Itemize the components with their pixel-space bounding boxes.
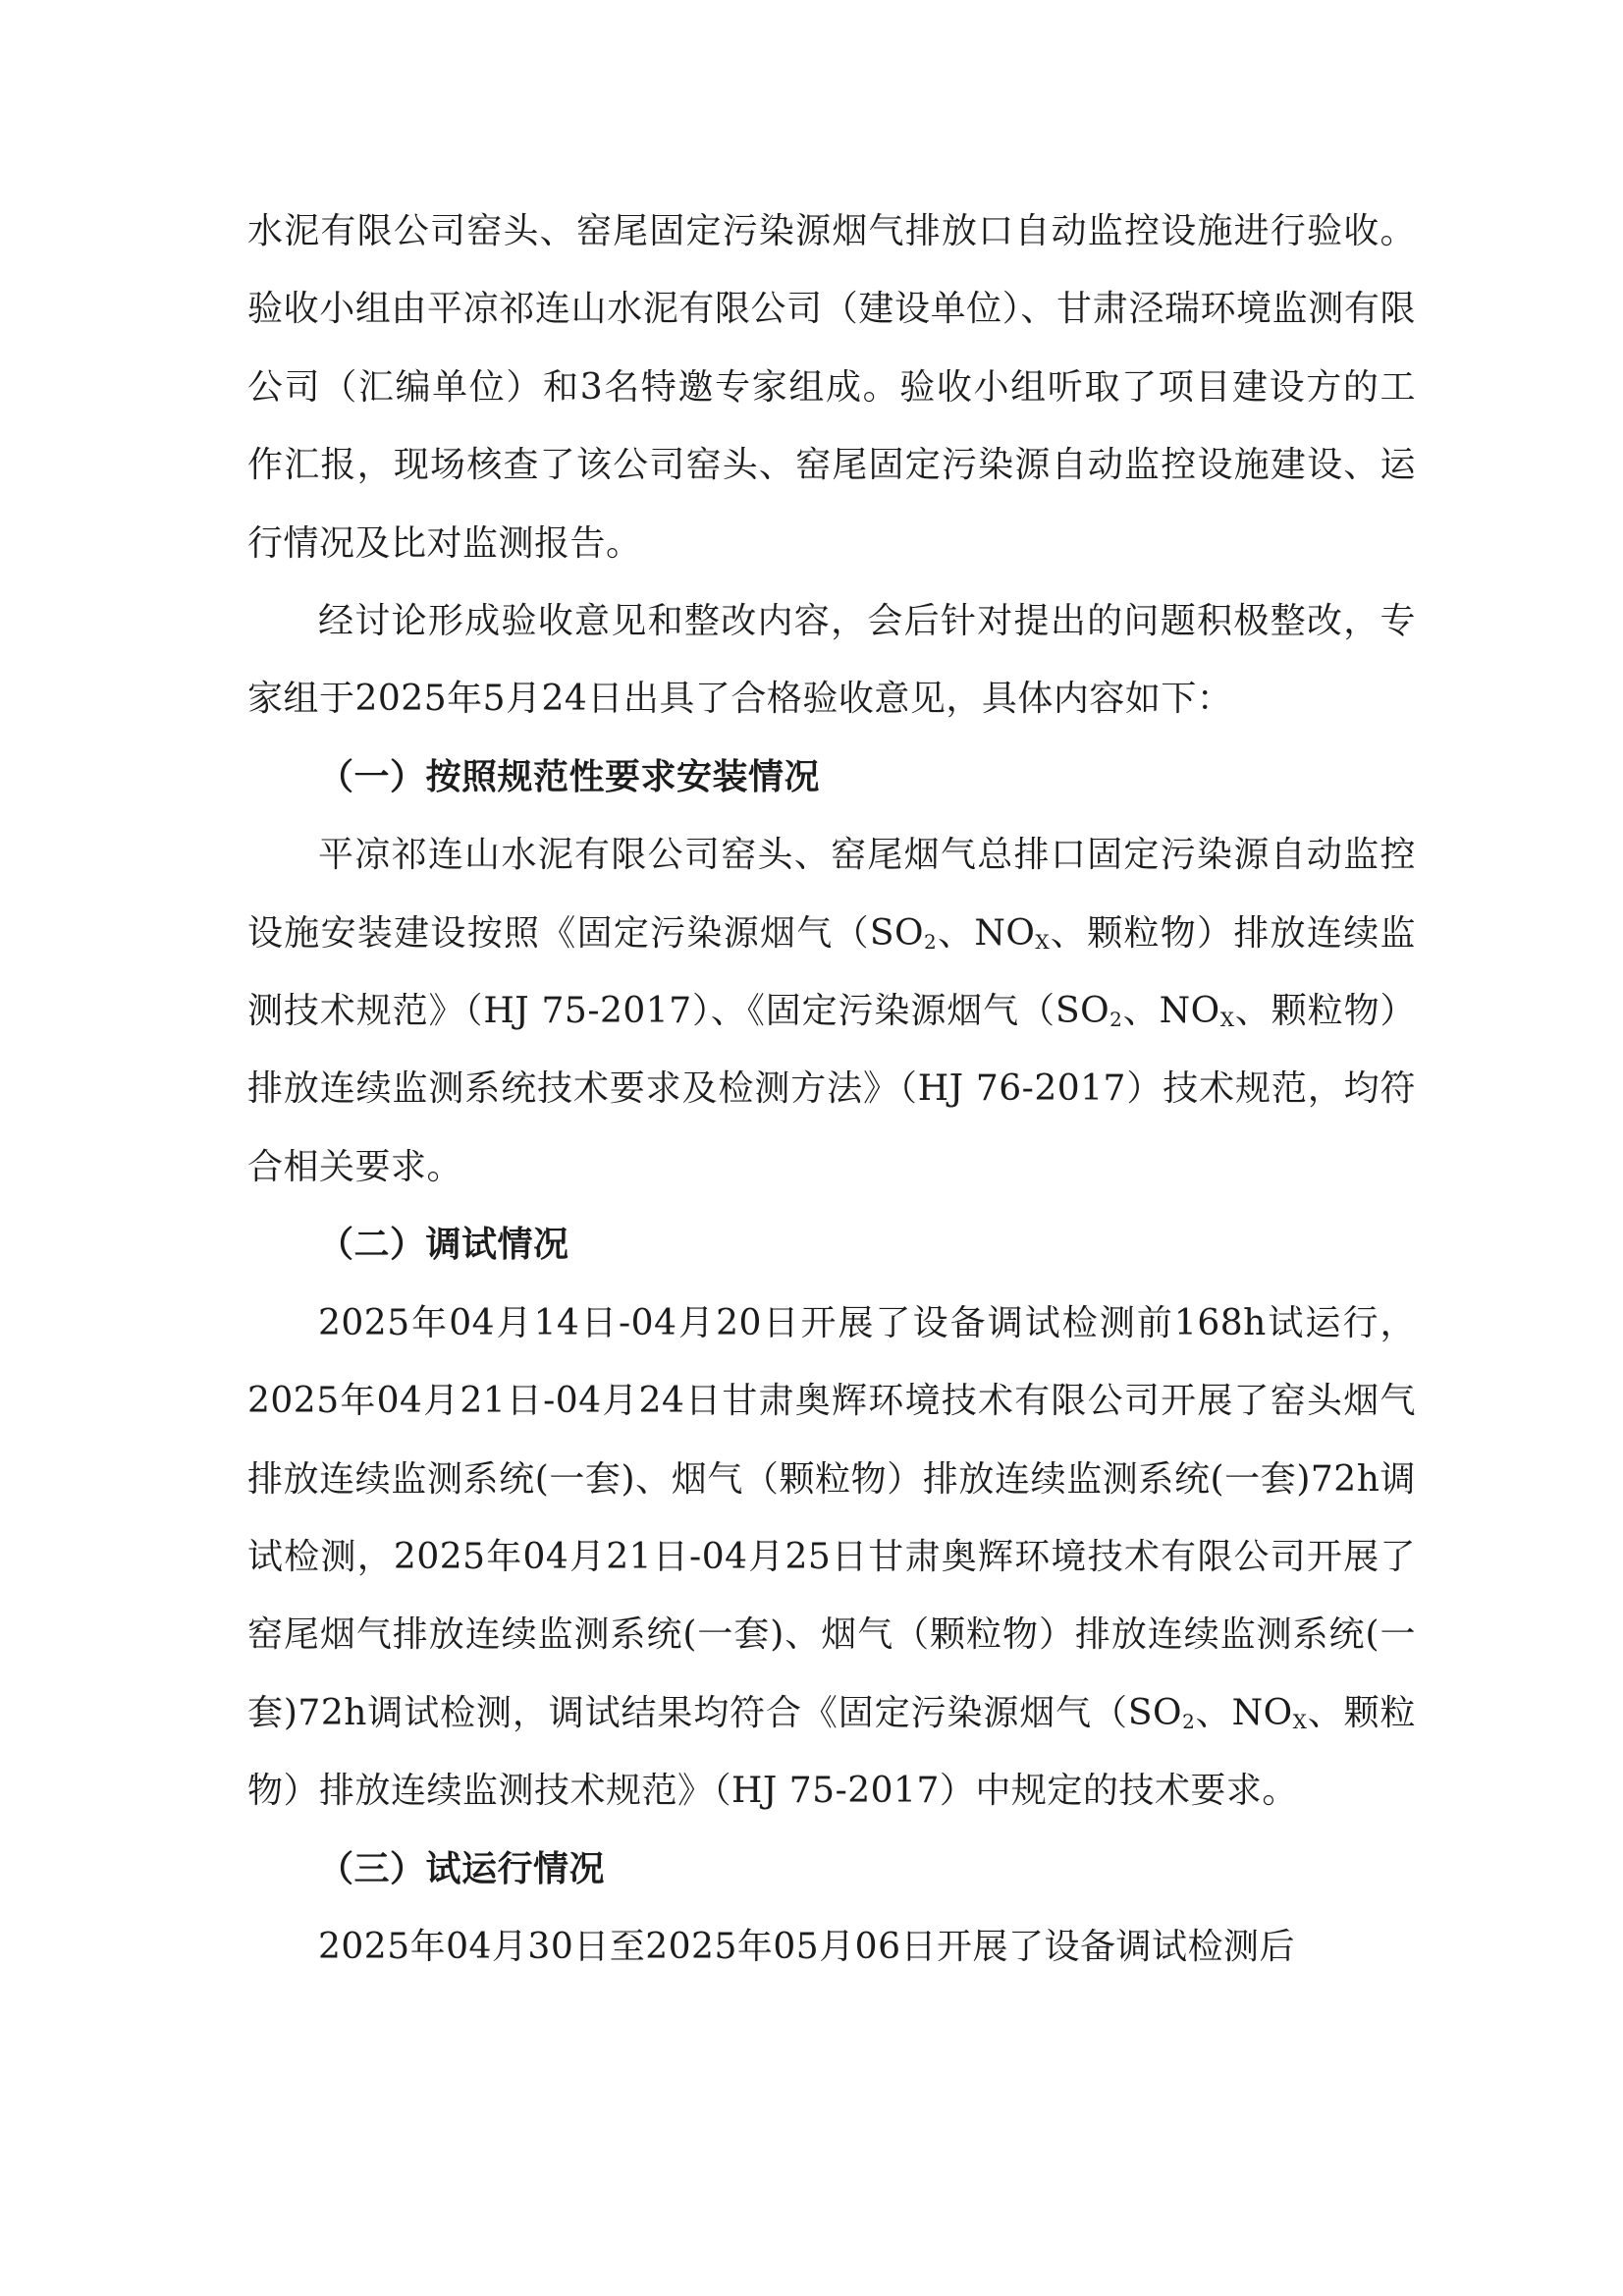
paragraph-acceptance-intro: 水泥有限公司窑头、窑尾固定污染源烟气排放口自动监控设施进行验收。验收小组由平凉祁连山水泥有限公司（建设单位）、甘肃泾瑞环境监测有限公司（汇编单位）和3名特邀专家组成。验收小组听取了项目建设方的工作汇报，现场核查了该公司窑头、窑尾固定污染源自动监控设施建设、运行情况及比对监测报告。 <box>247 211 1416 564</box>
paragraph-installation: 平凉祁连山水泥有限公司窑头、窑尾烟气总排口固定污染源自动监控设施安装建设按照《固定污染源烟气（$SO_2$、$NO_X$、颗粒物）排放连续监测技术规范》（HJ 75-2017）、《固定污染源烟气（$SO_2$、$NO_X$、颗粒物）排放连续监测系统技术要求及检测方法》（HJ 76-2017）技术规范，均符合相关要求。 <box>247 835 1416 1187</box>
heading-debugging: （二）调试情况 <box>318 1225 569 1266</box>
paragraph-debugging: 2025年04月14日-04月20日开展了设备调试检测前168h试运行，2025年04月21日-04月24日甘肃奥辉环境技术有限公司开展了窑头烟气排放连续监测系统(一套)、烟气（颗粒物）排放连续监测系统(一套)72h调试检测，2025年04月21日-04月25日甘肃奥辉环境技术有限公司开展了窑尾烟气排放连续监测系统(一套)、烟气（颗粒物）排放连续监测系统(一套)72h调试检测，调试结果均符合《固定污染源烟气（$SO_2$、$NO_X$、颗粒物）排放连续监测技术规范》（HJ 75-2017）中规定的技术要求。 <box>247 1302 1416 1812</box>
heading-trial-run: （三）试运行情况 <box>318 1848 606 1889</box>
paragraph-expert-opinion: 经讨论形成验收意见和整改内容，会后针对提出的问题积极整改，专家组于2025年5月24日出具了合格验收意见，具体内容如下： <box>247 601 1416 720</box>
document-body <box>247 192 1416 1986</box>
paragraph-trial-run: 2025年04月30日至2025年05月06日开展了设备调试检测后 <box>318 1926 1295 1967</box>
heading-installation: （一）按照规范性要求安装情况 <box>318 756 821 797</box>
